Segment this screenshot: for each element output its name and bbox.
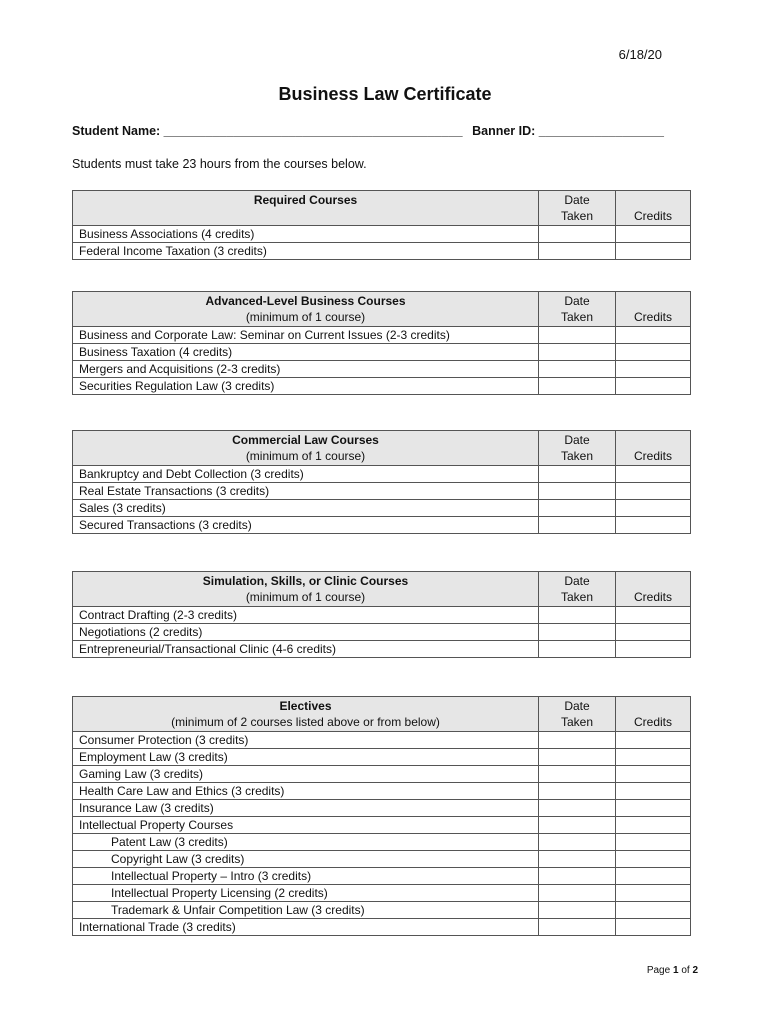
credits-cell[interactable]: [616, 226, 691, 243]
date-taken-cell[interactable]: [539, 868, 616, 885]
credits-cell[interactable]: [616, 800, 691, 817]
date-taken-cell[interactable]: [539, 817, 616, 834]
page-footer: [647, 965, 698, 976]
date-header-line1: Date: [564, 574, 590, 588]
table-header-row: [73, 292, 691, 327]
table-row: [73, 919, 691, 936]
date-taken-cell[interactable]: [539, 361, 616, 378]
course-group-subtitle: (minimum of 1 course): [245, 310, 366, 324]
course-name: Secured Transactions (3 credits): [73, 517, 539, 534]
table-header-row: [73, 431, 691, 466]
table-row: [73, 834, 691, 851]
table-row: [73, 817, 691, 834]
credits-header: Credits: [616, 572, 691, 607]
course-name: Business Taxation (4 credits): [73, 344, 539, 361]
course-name: Employment Law (3 credits): [73, 749, 539, 766]
table-row: [73, 885, 691, 902]
table-row: [73, 378, 691, 395]
credits-cell[interactable]: [616, 500, 691, 517]
course-name: Sales (3 credits): [73, 500, 539, 517]
course-name: Intellectual Property – Intro (3 credits): [73, 868, 539, 885]
table-row: [73, 517, 691, 534]
date-taken-cell[interactable]: [539, 344, 616, 361]
date-taken-cell[interactable]: [539, 834, 616, 851]
credits-cell[interactable]: [616, 868, 691, 885]
table-header-row: [73, 191, 691, 226]
date-taken-cell[interactable]: [539, 641, 616, 658]
date-taken-cell[interactable]: [539, 902, 616, 919]
table-row: [73, 483, 691, 500]
credits-cell[interactable]: [616, 607, 691, 624]
date-taken-header: [539, 292, 616, 327]
credits-cell[interactable]: [616, 517, 691, 534]
date-header-line2: Taken: [560, 715, 594, 729]
course-name: Contract Drafting (2-3 credits): [73, 607, 539, 624]
credits-cell[interactable]: [616, 483, 691, 500]
course-table: [72, 190, 691, 260]
date-taken-cell[interactable]: [539, 783, 616, 800]
course-table: [72, 696, 691, 936]
date-header-line1: Date: [564, 294, 590, 308]
table-row: [73, 800, 691, 817]
table-row: [73, 344, 691, 361]
course-name: Consumer Protection (3 credits): [73, 732, 539, 749]
date-taken-header: [539, 572, 616, 607]
course-name: Business and Corporate Law: Seminar on Current Issues (2-3 credits): [73, 327, 539, 344]
date-taken-cell[interactable]: [539, 732, 616, 749]
credits-header: Credits: [616, 191, 691, 226]
date-header-line2: Taken: [560, 449, 594, 463]
table-row: [73, 327, 691, 344]
course-name: Intellectual Property Licensing (2 credits): [73, 885, 539, 902]
credits-cell[interactable]: [616, 851, 691, 868]
course-group-title: Simulation, Skills, or Clinic Courses: [202, 574, 409, 588]
intro-text: Students must take 23 hours from the courses below.: [72, 157, 367, 171]
course-table: [72, 571, 691, 658]
table-row: [73, 226, 691, 243]
date-taken-cell[interactable]: [539, 226, 616, 243]
date-taken-cell[interactable]: [539, 607, 616, 624]
date-header-line2: Taken: [560, 310, 594, 324]
course-name: Gaming Law (3 credits): [73, 766, 539, 783]
course-table: [72, 430, 691, 534]
date-taken-cell[interactable]: [539, 378, 616, 395]
course-group-subtitle: (minimum of 1 course): [245, 449, 366, 463]
course-group-title: Advanced-Level Business Courses: [205, 294, 406, 308]
course-name: Entrepreneurial/Transactional Clinic (4-6 credits): [73, 641, 539, 658]
credits-header: Credits: [616, 431, 691, 466]
course-name: Negotiations (2 credits): [73, 624, 539, 641]
course-name: Trademark & Unfair Competition Law (3 credits): [73, 902, 539, 919]
credits-cell[interactable]: [616, 361, 691, 378]
table-row: [73, 766, 691, 783]
date-taken-cell[interactable]: [539, 243, 616, 260]
student-info-line: [72, 124, 664, 138]
date-taken-cell[interactable]: [539, 749, 616, 766]
date-header-line2: Taken: [560, 590, 594, 604]
banner-id-field[interactable]: Banner ID: __________________: [472, 124, 664, 138]
credits-cell[interactable]: [616, 749, 691, 766]
credits-cell[interactable]: [616, 732, 691, 749]
course-group-subtitle: [79, 208, 532, 224]
course-group-title: Electives: [279, 699, 332, 713]
date-taken-header: [539, 697, 616, 732]
course-group-subtitle: (minimum of 2 courses listed above or from below): [171, 715, 440, 729]
footer-page-word: Page: [646, 965, 671, 976]
course-name: Intellectual Property Courses: [73, 817, 539, 834]
credits-cell[interactable]: [616, 466, 691, 483]
table-row: [73, 749, 691, 766]
document-date: 6/18/20: [618, 47, 662, 62]
table-row: [73, 243, 691, 260]
date-taken-header: [539, 191, 616, 226]
date-taken-cell[interactable]: [539, 885, 616, 902]
course-group-title: Required Courses: [253, 193, 358, 207]
credits-cell[interactable]: [616, 378, 691, 395]
footer-page-num: 1: [672, 965, 679, 976]
course-name: Mergers and Acquisitions (2-3 credits): [73, 361, 539, 378]
credits-cell[interactable]: [616, 641, 691, 658]
page-title: Business Law Certificate: [278, 84, 492, 104]
table-row: [73, 783, 691, 800]
date-taken-cell[interactable]: [539, 500, 616, 517]
date-taken-cell[interactable]: [539, 919, 616, 936]
date-taken-header: [539, 431, 616, 466]
credits-cell[interactable]: [616, 327, 691, 344]
course-name: Federal Income Taxation (3 credits): [73, 243, 539, 260]
course-group-header: [73, 572, 539, 607]
credits-cell[interactable]: [616, 243, 691, 260]
course-name: Health Care Law and Ethics (3 credits): [73, 783, 539, 800]
table-row: [73, 902, 691, 919]
credits-cell[interactable]: [616, 902, 691, 919]
date-taken-cell[interactable]: [539, 517, 616, 534]
credits-cell[interactable]: [616, 885, 691, 902]
credits-cell[interactable]: [616, 817, 691, 834]
course-table: [72, 291, 691, 395]
credits-header: Credits: [616, 697, 691, 732]
table-row: [73, 624, 691, 641]
footer-of-word: of: [681, 965, 690, 976]
table-row: [73, 607, 691, 624]
date-taken-cell[interactable]: [539, 466, 616, 483]
table-header-row: [73, 697, 691, 732]
credits-cell[interactable]: [616, 783, 691, 800]
course-name: Real Estate Transactions (3 credits): [73, 483, 539, 500]
course-name: Patent Law (3 credits): [73, 834, 539, 851]
table-row: [73, 732, 691, 749]
course-name: Business Associations (4 credits): [73, 226, 539, 243]
course-group-title: Commercial Law Courses: [232, 433, 379, 447]
course-group-subtitle: (minimum of 1 course): [245, 590, 366, 604]
date-header-line1: Date: [564, 699, 590, 713]
date-taken-cell[interactable]: [539, 624, 616, 641]
date-taken-cell[interactable]: [539, 766, 616, 783]
course-name: Copyright Law (3 credits): [73, 851, 539, 868]
date-taken-cell[interactable]: [539, 851, 616, 868]
footer-page-total: 2: [692, 965, 698, 976]
table-header-row: [73, 572, 691, 607]
course-name: Insurance Law (3 credits): [73, 800, 539, 817]
credits-cell[interactable]: [616, 624, 691, 641]
student-name-field[interactable]: Student Name: ___________________________________________: [72, 124, 463, 138]
course-group-header: [73, 292, 539, 327]
credits-cell[interactable]: [616, 766, 691, 783]
table-row: [73, 361, 691, 378]
date-header-line2: Taken: [560, 209, 594, 223]
course-name: Bankruptcy and Debt Collection (3 credits): [73, 466, 539, 483]
credits-cell[interactable]: [616, 344, 691, 361]
credits-cell[interactable]: [616, 919, 691, 936]
course-group-header: [73, 191, 539, 226]
date-taken-cell[interactable]: [539, 327, 616, 344]
table-row: [73, 868, 691, 885]
table-row: [73, 500, 691, 517]
course-group-header: [73, 697, 539, 732]
course-name: Securities Regulation Law (3 credits): [73, 378, 539, 395]
table-row: [73, 851, 691, 868]
table-row: [73, 466, 691, 483]
credits-header: Credits: [616, 292, 691, 327]
date-header-line1: Date: [564, 433, 590, 447]
date-header-line1: Date: [564, 193, 590, 207]
credits-cell[interactable]: [616, 834, 691, 851]
table-row: [73, 641, 691, 658]
date-taken-cell[interactable]: [539, 483, 616, 500]
date-taken-cell[interactable]: [539, 800, 616, 817]
course-group-header: [73, 431, 539, 466]
course-name: International Trade (3 credits): [73, 919, 539, 936]
